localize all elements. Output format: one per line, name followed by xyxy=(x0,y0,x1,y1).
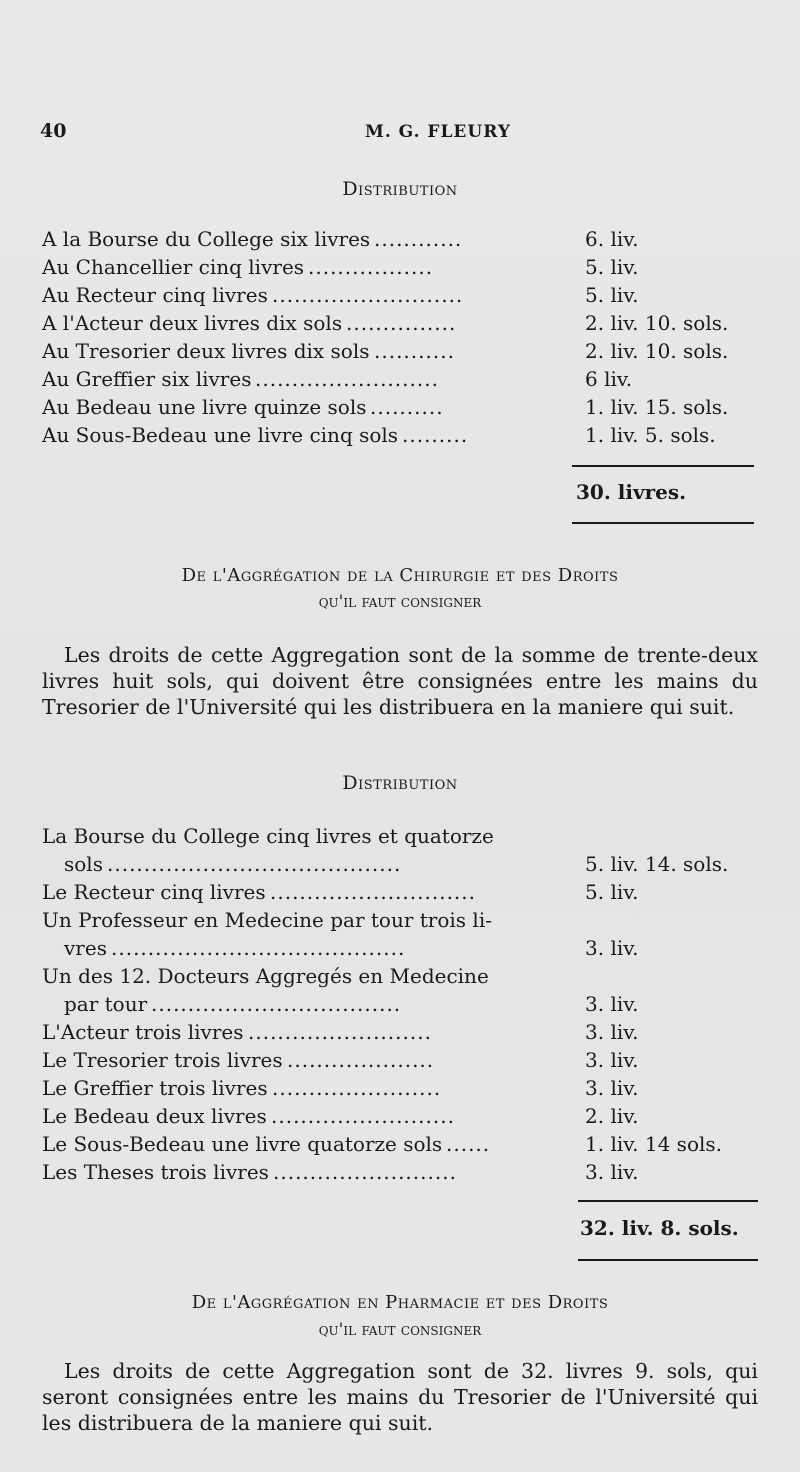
distribution-heading-2: Distribution xyxy=(342,772,458,794)
list-item: Au Recteur cinq livres .......................... 5. liv. xyxy=(42,283,639,307)
section-subtitle-3: qu'il faut consigner xyxy=(318,1320,482,1340)
list-item: Les Theses trois livres ......................... 3. liv. xyxy=(42,1160,639,1184)
section-title-2: De l'Aggrégation de la Chirurgie et des Droits xyxy=(181,565,619,586)
list-item: Le Tresorier trois livres .................... 3. liv. xyxy=(42,1048,639,1072)
list-item: vres ........................................ 3. liv. xyxy=(64,936,639,960)
list-item: A la Bourse du College six livres ............ 6. liv. xyxy=(42,227,639,251)
running-head: M. G. FLEURY xyxy=(365,122,511,142)
list-item: Le Greffier trois livres ....................... 3. liv. xyxy=(42,1076,639,1100)
body-paragraph-2: Les droits de cette Aggregation sont de la somme de trente-deux livres huit sols, qui doivent être consignées entre les mains du Tresorier de l'Université qui les distribuera en la maniere qui suit. xyxy=(42,643,758,719)
list-item: par tour .................................. 3. liv. xyxy=(64,992,639,1016)
list-item: Au Tresorier deux livres dix sols ........... 2. liv. 10. sols. xyxy=(42,339,729,363)
list-item: Au Greffier six livres ......................... 6 liv. xyxy=(42,367,633,391)
list-item: L'Acteur trois livres ......................... 3. liv. xyxy=(42,1020,639,1044)
list-item: Le Bedeau deux livres ......................... 2. liv. xyxy=(42,1104,639,1128)
distribution-list-1 xyxy=(42,225,762,449)
list-item: Un des 12. Docteurs Aggregés en Medecine xyxy=(42,964,489,988)
total-amount-1: 30. livres. xyxy=(576,480,687,504)
sum-rule xyxy=(578,1200,758,1202)
list-item: A l'Acteur deux livres dix sols ............... 2. liv. 10. sols. xyxy=(42,311,729,335)
list-item: Au Chancellier cinq livres ................. 5. liv. xyxy=(42,255,639,279)
section-title-3: De l'Aggrégation en Pharmacie et des Droits xyxy=(191,1292,609,1313)
distribution-list-2 xyxy=(42,822,762,1186)
page-header xyxy=(40,120,760,150)
sum-rule xyxy=(572,522,754,524)
list-item: Au Bedeau une livre quinze sols .......... 1. liv. 15. sols. xyxy=(42,395,729,419)
page-number: 40 xyxy=(40,120,67,142)
list-item: sols ........................................ 5. liv. 14. sols. xyxy=(64,852,729,876)
body-paragraph-3: Les droits de cette Aggregation sont de 32. livres 9. sols, qui seront consignées entre les mains du Tresorier de l'Université qui les distribuera de la maniere qui suit. xyxy=(42,1359,758,1435)
list-item: Le Sous-Bedeau une livre quatorze sols ...... 1. liv. 14 sols. xyxy=(42,1132,723,1156)
section-subtitle-2: qu'il faut consigner xyxy=(318,592,482,612)
sum-rule xyxy=(572,465,754,467)
list-item: La Bourse du College cinq livres et quatorze xyxy=(42,824,494,848)
list-item: Un Professeur en Medecine par tour trois li- xyxy=(42,908,492,932)
list-item: Au Sous-Bedeau une livre cinq sols ......... 1. liv. 5. sols. xyxy=(42,423,716,447)
distribution-heading-1: Distribution xyxy=(342,178,458,200)
list-item: Le Recteur cinq livres ............................ 5. liv. xyxy=(42,880,639,904)
sum-rule xyxy=(578,1259,758,1261)
total-amount-2: 32. liv. 8. sols. xyxy=(580,1216,739,1240)
